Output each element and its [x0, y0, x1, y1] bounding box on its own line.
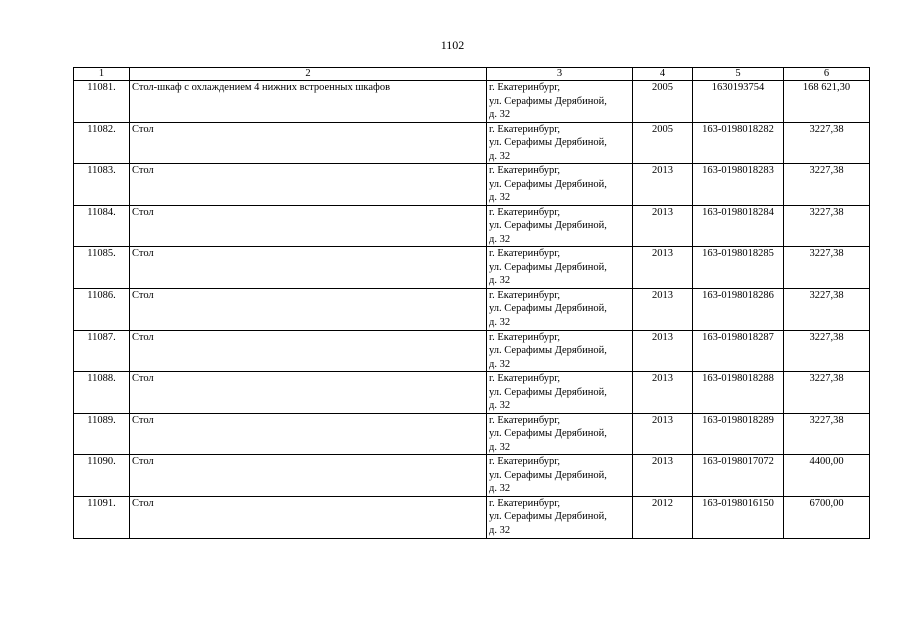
inventory-table — [73, 67, 870, 539]
address-line: г. Екатеринбург, — [489, 373, 561, 385]
item-year: 2013 — [633, 247, 693, 289]
item-year: 2005 — [633, 81, 693, 123]
address-line: г. Екатеринбург, — [489, 206, 561, 218]
page-number: 1102 — [440, 38, 465, 52]
item-name: Стол — [130, 247, 487, 289]
address-line: г. Екатеринбург, — [489, 82, 561, 93]
address-line: д. 32 — [489, 150, 511, 162]
address-line: д. 32 — [489, 400, 511, 412]
table-row — [74, 413, 870, 455]
inventory-number: 163-0198018288 — [693, 372, 784, 414]
address-line: ул. Серафимы Дерябиной, — [489, 178, 607, 190]
row-number: 11082. — [74, 122, 130, 164]
address-line: д. 32 — [489, 275, 511, 287]
item-cost: 3227,38 — [784, 330, 870, 372]
row-number: 11087. — [74, 330, 130, 372]
address-line: г. Екатеринбург, — [489, 289, 561, 301]
row-number: 11083. — [74, 164, 130, 206]
item-address — [487, 330, 633, 372]
inventory-number: 163-0198017072 — [693, 455, 784, 497]
item-year: 2013 — [633, 372, 693, 414]
item-year: 2012 — [633, 496, 693, 538]
item-name: Стол — [130, 330, 487, 372]
item-cost: 3227,38 — [784, 413, 870, 455]
address-line: г. Екатеринбург, — [489, 248, 561, 260]
address-line: д. 32 — [489, 316, 511, 328]
item-cost: 3227,38 — [784, 205, 870, 247]
item-address — [487, 496, 633, 538]
inventory-number: 163-0198018287 — [693, 330, 784, 372]
item-cost: 3227,38 — [784, 247, 870, 289]
column-header: 3 — [487, 68, 633, 81]
row-number: 11084. — [74, 205, 130, 247]
item-name: Стол-шкаф с охлаждением 4 нижних встроенных шкафов — [130, 81, 487, 123]
address-line: д. 32 — [489, 483, 511, 495]
table-row — [74, 247, 870, 289]
table-row — [74, 81, 870, 123]
address-line: ул. Серафимы Дерябиной, — [489, 95, 607, 107]
item-year: 2013 — [633, 288, 693, 330]
address-line: г. Екатеринбург, — [489, 123, 561, 135]
item-cost: 3227,38 — [784, 164, 870, 206]
header-row — [74, 68, 870, 81]
row-number: 11089. — [74, 413, 130, 455]
item-name: Стол — [130, 122, 487, 164]
item-name: Стол — [130, 413, 487, 455]
column-header: 1 — [74, 68, 130, 81]
row-number: 11088. — [74, 372, 130, 414]
table-row — [74, 288, 870, 330]
item-cost: 168 621,30 — [784, 81, 870, 123]
address-line: ул. Серафимы Дерябиной, — [489, 469, 607, 481]
column-header: 2 — [130, 68, 487, 81]
address-line: г. Екатеринбург, — [489, 165, 561, 177]
address-line: г. Екатеринбург, — [489, 414, 561, 426]
item-name: Стол — [130, 372, 487, 414]
item-address — [487, 372, 633, 414]
address-line: ул. Серафимы Дерябиной, — [489, 428, 607, 440]
address-line: ул. Серафимы Дерябиной, — [489, 303, 607, 315]
table-row — [74, 496, 870, 538]
inventory-number: 163-0198018289 — [693, 413, 784, 455]
item-address — [487, 288, 633, 330]
address-line: д. 32 — [489, 109, 511, 120]
item-address — [487, 81, 633, 123]
address-line: ул. Серафимы Дерябиной, — [489, 261, 607, 273]
item-name: Стол — [130, 205, 487, 247]
item-cost: 3227,38 — [784, 288, 870, 330]
row-number: 11090. — [74, 455, 130, 497]
table-row — [74, 205, 870, 247]
address-line: ул. Серафимы Дерябиной, — [489, 511, 607, 523]
item-address — [487, 205, 633, 247]
inventory-number: 163-0198018285 — [693, 247, 784, 289]
item-address — [487, 413, 633, 455]
column-header: 5 — [693, 68, 784, 81]
table-row — [74, 330, 870, 372]
item-cost: 3227,38 — [784, 122, 870, 164]
table-row — [74, 164, 870, 206]
item-year: 2013 — [633, 413, 693, 455]
address-line: г. Екатеринбург, — [489, 497, 561, 509]
item-name: Стол — [130, 164, 487, 206]
item-year: 2013 — [633, 330, 693, 372]
item-address — [487, 122, 633, 164]
item-name: Стол — [130, 496, 487, 538]
row-number: 11091. — [74, 496, 130, 538]
table-row — [74, 455, 870, 497]
inventory-number: 163-0198018283 — [693, 164, 784, 206]
address-line: ул. Серафимы Дерябиной, — [489, 386, 607, 398]
item-cost: 6700,00 — [784, 496, 870, 538]
item-address — [487, 164, 633, 206]
item-cost: 4400,00 — [784, 455, 870, 497]
inventory-number: 163-0198016150 — [693, 496, 784, 538]
column-header: 6 — [784, 68, 870, 81]
address-line: д. 32 — [489, 233, 511, 245]
address-line: д. 32 — [489, 358, 511, 370]
inventory-number: 1630193754 — [693, 81, 784, 123]
item-year: 2013 — [633, 455, 693, 497]
item-cost: 3227,38 — [784, 372, 870, 414]
item-name: Стол — [130, 288, 487, 330]
address-line: г. Екатеринбург, — [489, 456, 561, 468]
item-address — [487, 455, 633, 497]
inventory-number: 163-0198018284 — [693, 205, 784, 247]
item-name: Стол — [130, 455, 487, 497]
row-number: 11081. — [74, 81, 130, 123]
address-line: д. 32 — [489, 192, 511, 204]
inventory-number: 163-0198018286 — [693, 288, 784, 330]
item-address — [487, 247, 633, 289]
item-year: 2013 — [633, 205, 693, 247]
row-number: 11085. — [74, 247, 130, 289]
table-row — [74, 372, 870, 414]
address-line: ул. Серафимы Дерябиной, — [489, 137, 607, 149]
item-year: 2013 — [633, 164, 693, 206]
row-number: 11086. — [74, 288, 130, 330]
column-header: 4 — [633, 68, 693, 81]
inventory-number: 163-0198018282 — [693, 122, 784, 164]
table-row — [74, 122, 870, 164]
item-year: 2005 — [633, 122, 693, 164]
address-line: ул. Серафимы Дерябиной, — [489, 220, 607, 232]
address-line: г. Екатеринбург, — [489, 331, 561, 343]
address-line: д. 32 — [489, 524, 511, 536]
address-line: д. 32 — [489, 441, 511, 453]
address-line: ул. Серафимы Дерябиной, — [489, 345, 607, 357]
